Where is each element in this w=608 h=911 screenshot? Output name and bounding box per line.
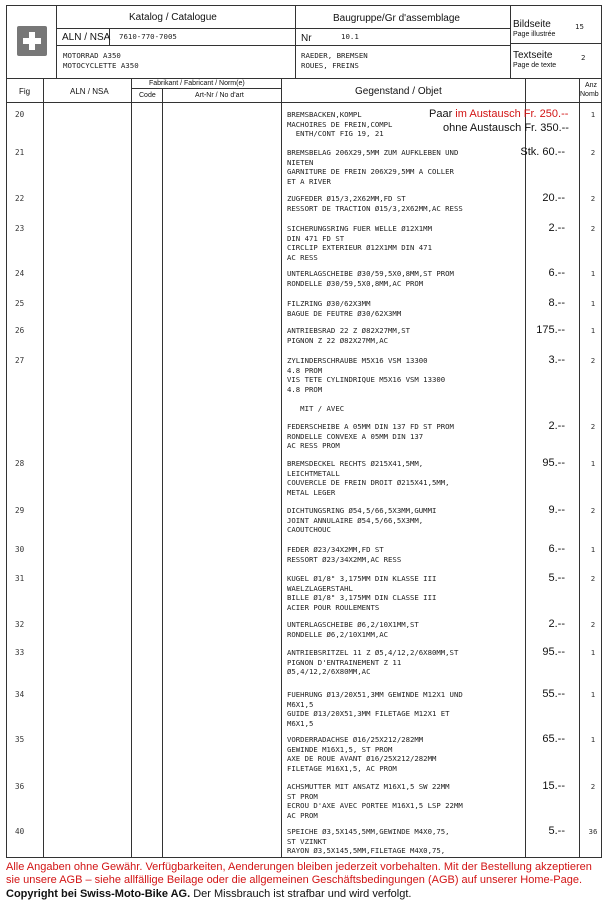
row-fig-number: 27 xyxy=(15,356,25,365)
row-price: 6.-- xyxy=(548,267,565,279)
row-quantity: 2 xyxy=(590,574,596,583)
row-fig-number: 22 xyxy=(15,194,25,203)
row-fig-number: 28 xyxy=(15,459,25,468)
row-quantity: 2 xyxy=(590,620,596,629)
row-fig-number: 26 xyxy=(15,326,25,335)
aln-label: ALN / NSA xyxy=(62,32,111,43)
row-quantity: 1 xyxy=(590,690,596,699)
row-quantity: 2 xyxy=(590,782,596,791)
row-quantity: 1 xyxy=(590,545,596,554)
footer-misuse-text: Der Missbrauch ist strafbar und wird verfolgt. xyxy=(190,887,412,900)
row-quantity: 2 xyxy=(590,148,596,157)
row-price: 9.-- xyxy=(548,504,565,516)
disclaimer-footer xyxy=(6,861,602,901)
row-price: 5.-- xyxy=(548,825,565,837)
row-quantity: 2 xyxy=(590,506,596,515)
col-object-header: Gegenstand / Objet xyxy=(355,86,442,97)
row-description: FUEHRUNG Ø13/20X51,3MM GEWINDE M12X1 UND M6X1,5 GUIDE Ø13/20X51,3MM FILETAGE M12X1 ET M6X1,5 xyxy=(287,690,463,728)
row-quantity: 2 xyxy=(590,356,596,365)
row-quantity: 2 xyxy=(590,194,596,203)
footer-copyright-text: Copyright bei Swiss-Moto-Bike AG. xyxy=(6,887,191,900)
model-line-2: MOTOCYCLETTE A350 xyxy=(63,61,139,70)
row-price: 8.-- xyxy=(548,297,565,309)
row-price: 55.-- xyxy=(542,688,565,700)
textseite-value: 2 xyxy=(581,53,586,62)
row-description: SICHERUNGSRING FUER WELLE Ø12X1MM DIN 471 FD ST CIRCLIP EXTERIEUR Ø12X1MM DIN 471 AC RESS xyxy=(287,224,432,262)
row-description: BREMSDECKEL RECHTS Ø215X41,5MM, LEICHTMETALL COUVERCLE DE FREIN DROIT Ø215X41,5MM, METAL LEGER xyxy=(287,459,450,497)
row-fig-number: 40 xyxy=(15,827,25,836)
catalog-label: Katalog / Catalogue xyxy=(129,12,217,23)
row-fig-number: 32 xyxy=(15,620,25,629)
row-price: 3.-- xyxy=(548,354,565,366)
row-quantity: 1 xyxy=(590,735,596,744)
row-quantity: 1 xyxy=(590,326,596,335)
row-price: 15.-- xyxy=(542,780,565,792)
row-fig-number: 24 xyxy=(15,269,25,278)
row-fig-number: 33 xyxy=(15,648,25,657)
bildseite-label: Bildseite xyxy=(513,19,551,30)
row-description: ANTRIEBSRITZEL 11 Z Ø5,4/12,2/6X80MM,ST PIGNON D'ENTRAINEMENT Z 11 Ø5,4/12,2/6X80MM,AC xyxy=(287,648,459,676)
row-description: UNTERLAGSCHEIBE Ø6,2/10X1MM,ST RONDELLE Ø6,2/10X1MM,AC xyxy=(287,620,419,639)
row20-price-line2: ohne Austausch Fr. 350.-- xyxy=(443,122,569,134)
row-description: ANTRIEBSRAD 22 Z Ø82X27MM,ST PIGNON Z 22 Ø82X27MM,AC xyxy=(287,326,411,345)
row20-price-line1: Paar im Austausch Fr. 250.-- xyxy=(429,108,569,120)
row-fig-number: 35 xyxy=(15,735,25,744)
row-description: BREMSBELAG 206X29,5MM ZUM AUFKLEBEN UND NIETEN GARNITURE DE FREIN 206X29,5MM A COLLER ET A RIVER xyxy=(287,148,459,186)
row-quantity: 1 xyxy=(590,110,596,119)
row-fig-number: 30 xyxy=(15,545,25,554)
row-price: 65.-- xyxy=(542,733,565,745)
row-quantity: 36 xyxy=(588,827,598,836)
row-price: 95.-- xyxy=(542,646,565,658)
row-price: 20.-- xyxy=(542,192,565,204)
bildseite-sub: Page illustrée xyxy=(513,31,556,38)
row-fig-number: 31 xyxy=(15,574,25,583)
row-quantity: 1 xyxy=(590,648,596,657)
catalog-header xyxy=(7,6,601,79)
row-quantity: 2 xyxy=(590,422,596,431)
col-nomb-header: Nomb xyxy=(580,91,599,98)
row-description: BREMSBACKEN,KOMPL MACHOIRES DE FREIN,COMPL ENTH/CONT FIG 19, 21 xyxy=(287,110,393,138)
row-description: FEDERSCHEIBE A 05MM DIN 137 FD ST PROM RONDELLE CONVEXE A 05MM DIN 137 AC RESS PROM xyxy=(287,422,454,450)
col-code-header: Code xyxy=(139,92,156,99)
row-fig-number: 34 xyxy=(15,690,25,699)
row-price: Stk. 60.-- xyxy=(520,146,565,158)
model-line-1: MOTORRAD A350 xyxy=(63,51,121,60)
row-description: ZUGFEDER Ø15/3,2X62MM,FD ST RESSORT DE TRACTION Ø15/3,2X62MM,AC RESS xyxy=(287,194,463,213)
footer-disclaimer-text: Alle Angaben ohne Gewähr. Verfügbarkeiten, Aenderungen bleiben jederzeit vorbehalten. Mit der Bestellung akzeptieren sie unsere AGB – siehe allfällige Beilage oder die allgemeinen Geschäftsbedingungen (AGB) auf unserer Home-Page. xyxy=(6,861,592,887)
bildseite-value: 15 xyxy=(575,22,584,31)
catalog-sheet xyxy=(6,5,602,858)
row-description: FEDER Ø23/34X2MM,FD ST RESSORT Ø23/34X2MM,AC RESS xyxy=(287,545,402,564)
row-price: 5.-- xyxy=(548,572,565,584)
row-fig-number: 20 xyxy=(15,110,25,119)
row-fig-number: 23 xyxy=(15,224,25,233)
row-price: 95.-- xyxy=(542,457,565,469)
row-description: DICHTUNGSRING Ø54,5/66,5X3MM,GUMMI JOINT ANNULAIRE Ø54,5/66,5X3MM, CAOUTCHOUC xyxy=(287,506,437,534)
row-price: 6.-- xyxy=(548,543,565,555)
col-artnr-header: Art-Nr / No d'art xyxy=(195,92,244,99)
col-aln-header: ALN / NSA xyxy=(70,87,109,96)
nr-label: Nr xyxy=(301,33,312,44)
swiss-cross-logo-icon xyxy=(17,26,47,56)
row-fig-number: 29 xyxy=(15,506,25,515)
row-fig-number: 25 xyxy=(15,299,25,308)
row-description: ACHSMUTTER MIT ANSATZ M16X1,5 SW 22MM ST PROM ECROU D'AXE AVEC PORTEE M16X1,5 LSP 22MM AC PROM xyxy=(287,782,463,820)
row-quantity: 1 xyxy=(590,299,596,308)
col-manufacturer-header: Fabrikant / Fabricant / Norm(e) xyxy=(149,80,245,87)
row-description: UNTERLAGSCHEIBE Ø30/59,5X0,8MM,ST PROM RONDELLE Ø30/59,5X0,8MM,AC PROM xyxy=(287,269,454,288)
textseite-label: Textseite xyxy=(513,50,553,61)
row-price: 2.-- xyxy=(548,222,565,234)
row-description: FILZRING Ø30/62X3MM BAGUE DE FEUTRE Ø30/62X3MM xyxy=(287,299,402,318)
row-description: ZYLINDERSCHRAUBE M5X16 VSM 13300 4.8 PROM VIS TETE CYLINDRIQUE M5X16 VSM 13300 4.8 PROM MIT / AVEC xyxy=(287,356,446,413)
col-fig-header: Fig xyxy=(19,87,31,96)
row-description: SPEICHE Ø3,5X145,5MM,GEWINDE M4X0,75, ST VZINKT RAYON Ø3,5X145,5MM,FILETAGE M4X0,75, xyxy=(287,827,450,855)
row-description: VORDERRADACHSE Ø16/25X212/282MM GEWINDE M16X1,5, ST PROM AXE DE ROUE AVANT Ø16/25X212/282MM FILETAGE M16X1,5, AC PROM xyxy=(287,735,437,773)
nr-value: 10.1 xyxy=(341,32,359,41)
row-price: 2.-- xyxy=(548,618,565,630)
row-fig-number: 36 xyxy=(15,782,25,791)
group-line-2: ROUES, FREINS xyxy=(301,61,359,70)
row-description: KUGEL Ø1/8" 3,175MM DIN KLASSE III WAELZLAGERSTAHL BILLE Ø1/8" 3,175MM DIN CLASSE III ACIER POUR ROULEMENTS xyxy=(287,574,437,612)
row-fig-number: 21 xyxy=(15,148,25,157)
row-price: 175.-- xyxy=(536,324,565,336)
row-quantity: 1 xyxy=(590,459,596,468)
group-line-1: RAEDER, BREMSEN xyxy=(301,51,368,60)
col-anz-header: Anz xyxy=(585,82,598,89)
row-quantity: 2 xyxy=(590,224,596,233)
group-label: Baugruppe/Gr d'assemblage xyxy=(333,13,460,24)
textseite-sub: Page de texte xyxy=(513,62,557,69)
aln-value: 7610-770-7005 xyxy=(119,32,177,41)
row-quantity: 1 xyxy=(590,269,596,278)
row-price: 2.-- xyxy=(548,420,565,432)
